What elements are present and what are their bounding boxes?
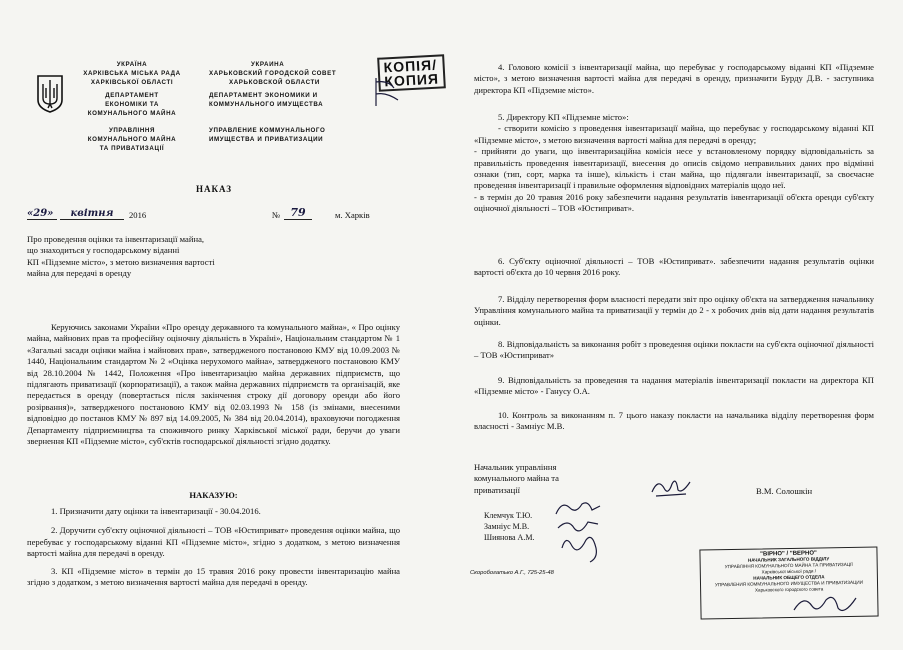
header-ru-admin: ИМУЩЕСТВА И ПРИВАТИЗАЦИИ [209,136,324,143]
order-item-3: 3. КП «Підземне місто» в термін до 15 травня 2016 року провести інвентаризацію майна згідно з додатком, з метою визначення вартості майна для передачі в оренду. [27,565,400,588]
order-title: НАКАЗ [196,184,233,194]
order-item-7-text: 7. Відділу перетворення форм власності передати звіт про оцінку об'єкта на затвердження начальнику Управління комунального майна та приватизації у термін до 2 - х робочих днів від дати надання результатів оцінки. [474,294,874,327]
order-number-prefix: № [272,210,281,220]
header-ua-dept: КОМУНАЛЬНОГО МАЙНА [87,110,177,117]
header-ua-dept: ДЕПАРТАМЕНТ [105,92,159,99]
subject-line: майна для передачі в оренду [27,268,132,279]
order-item-5-line: - створити комісію з проведення інвентаризації майна, що перебуває у господарському віданні КП «Підземне місто», з метою визначення вартості майна для передачі в оренду; [474,123,874,145]
signer-title-line: комунального майна та [474,473,559,484]
copy-stamp-line: КОПІЯ/ [383,56,438,76]
header-ru-admin: УПРАВЛЕНИЕ КОММУНАЛЬНОГО [209,127,326,134]
header-ua-region: ХАРКІВСЬКОЇ ОБЛАСТІ [90,79,174,86]
signer-title [474,462,614,496]
certify-stamp-line: УПРАВЛЕНИЯ КОММУНАЛЬНОГО ИМУЩЕСТВА И ПРИВАТИЗАЦИИ [714,579,864,588]
certify-signature-icon [790,592,860,618]
order-day: «29» [27,208,57,220]
header-ua-admin: УПРАВЛІННЯ [108,127,156,134]
order-city: м. Харків [335,210,370,220]
header-ua-admin: КОМУНАЛЬНОГО МАЙНА [87,136,177,143]
certify-stamp-line: Харківської міської ради / [761,568,817,575]
header-ru-region: ХАРЬКОВСКОЙ ОБЛАСТИ [229,79,320,86]
signer-title-line: Начальник управління [474,462,557,472]
order-item-4 [474,62,874,96]
order-item-5-line: - в термін до 20 травня 2016 року забезпечити надання результатів інвентаризації об'єкта оренди суб'єкту оціночної діяльності – ТОВ «Юстиприват». [474,191,874,214]
subject-line: Про проведення оцінки та інвентаризації майна, [27,234,205,244]
approver-name: Шиянова А.М. [484,533,535,542]
order-subject [27,234,277,280]
certify-stamp-line: НАЧАЛЬНИК ЗАГАЛЬНОГО ВІДДІЛУ [747,556,830,563]
orders-title: НАКАЗУЮ: [189,490,238,500]
header-ru-dept: ДЕПАРТАМЕНТ ЭКОНОМИКИ И [209,92,318,99]
copy-stamp-mark-icon [372,76,402,110]
order-item-1: 1. Призначити дату оцінки та інвентаризації - 30.04.2016. [51,506,261,516]
order-item-5 [474,112,874,215]
header-ua-council: ХАРКІВСЬКА МІСЬКА РАДА [83,70,181,77]
certify-stamp-line: "ВІРНО" / "ВЕРНО" [760,550,817,558]
order-item-8 [474,339,874,362]
subject-line: КП «Підземне місто», з метою визначення вартості [27,256,215,267]
order-month: квітня [60,208,124,220]
order-year: 2016 [129,210,147,220]
signer-name: В.М. Солошкін [756,486,813,496]
header-ru-country: УКРАИНА [251,61,285,68]
order-item-5-line: - прийняти до уваги, що інвентаризаційна комісія несе у встановленому порядку відповідальність за правильність проведення інвентаризації, внесення до описів свідомо неправильних даних про відмінні ознаки (тип, сорт, марка та інше), кількість і стан майна, що підлягали інвентаризації, за своєчасне проведення інвентаризації і правильне оформлення відповідних матеріалів щодо неї. [474,146,874,191]
order-item-6 [474,256,874,279]
header-ua-dept: ЕКОНОМІКИ ТА [105,101,159,108]
order-item-7 [474,294,874,328]
header-ru-council: ХАРЬКОВСКИЙ ГОРОДСКОЙ СОВЕТ [209,70,337,77]
header-ua-admin: ТА ПРИВАТИЗАЦІЇ [99,145,165,152]
header-ru-dept: КОММУНАЛЬНОГО ИМУЩЕСТВА [209,101,324,108]
approver-name: Замніус М.В. [484,522,530,531]
order-item-10-text: 10. Контроль за виконанням п. 7 цього наказу покласти на начальника відділу перетворення форм власності - Замніус М.В. [474,410,874,432]
subject-line: що знаходиться у господарському віданні [27,245,180,256]
signer-title-line: приватизації [474,484,520,495]
header-ua-country: УКРАЇНА [116,61,148,68]
header-ru [209,60,369,144]
copy-stamp-line: КОПИЯ [383,70,440,90]
certify-stamp-line: НАЧАЛЬНИК ОБЩЕГО ОТДЕЛА [753,574,825,581]
executor-info: Скоробогатько А.Г., 725-25-48 [470,570,554,576]
order-item-4-text: 4. Головою комісії з інвентаризації майна, що перебуває у господарському віданні КП «Підземне місто», з метою визначення вартості майна для передачі в оренду, призначити Бурду Д.В. - заступника директора КП «Підземне місто». [474,62,874,95]
approver-name: Клемчук Т.Ю. [484,511,533,520]
orders-list-left [27,506,400,588]
certify-stamp-line: Харьковского городского совета [754,586,824,593]
order-item-8-text: 8. Відповідальність за виконання робіт з проведення оцінки покласти на суб'єкта оціночної діяльності – ТОВ «Юстиприват» [474,339,874,361]
preamble-text: Керуючись законами України «Про оренду державного та комунального майна», « Про оцінку майна, майнових прав та професійну оціночну діяльність в Україні», Національним стандартом № 1 «Загальні засади оцінки майна і майнових прав», затвердженого постановою КМУ від 10.09.2003 № 1440, Національним стандартом № 2 «Оцінка нерухомого майна», затвердженого постановою КМУ від 28.10.2004 № 1442, Положення «Про інвентаризацію майна державних підприємств, що підлягають приватизації (корпоратизації), а також майна державних підприємств та організацій, яке передається в оренду (повертається після закінчення строку дії договору оренди або його розірвання)», затвердженого постановою КМУ від 02.03.1993 № 158 (із змінами, внесеними відповідно до постанов КМУ № 897 від 14.09.2005, № 384 від 20.04.2014), враховуючи погодження Департаменту підприємництва та споживчого ринку Харківської міської ради, беручи до уваги звернення КП «Підземне місто», суб'єктів господарської діяльності згідно додатку. [27,322,400,447]
approver-signatures-icon [548,498,610,568]
order-item-6-text: 6. Суб'єкту оціночної діяльності – ТОВ «Юстиприват». забезпечити надання результатів оцінки вартості об'єкта до 10 червня 2016 року. [474,256,874,278]
order-item-2: 2. Доручити суб'єкту оціночної діяльності – ТОВ «Юстиприват» проведення оцінки майна, що перебуває у господарському віданні КП «Підземне місто», згідно з додатком, з метою визначення вартості майна для передачі в оренду. [27,525,400,559]
signature-head-icon [648,474,692,502]
order-item-9 [474,375,874,398]
order-item-5-head: 5. Директору КП «Підземне місто»: [498,112,629,122]
certify-stamp-line: УПРАВЛІННЯ КОМУНАЛЬНОГО МАЙНА ТА ПРИВАТИЗАЦІЇ [724,561,853,570]
order-number: 79 [284,206,312,220]
order-item-9-text: 9. Відповідальність за проведення та надання матеріалів інвентаризації покласти на директора КП «Підземне місто» - Ганусу О.А. [474,375,874,397]
header-ua [72,60,192,153]
order-item-10 [474,410,874,433]
coat-of-arms-icon [35,74,65,114]
